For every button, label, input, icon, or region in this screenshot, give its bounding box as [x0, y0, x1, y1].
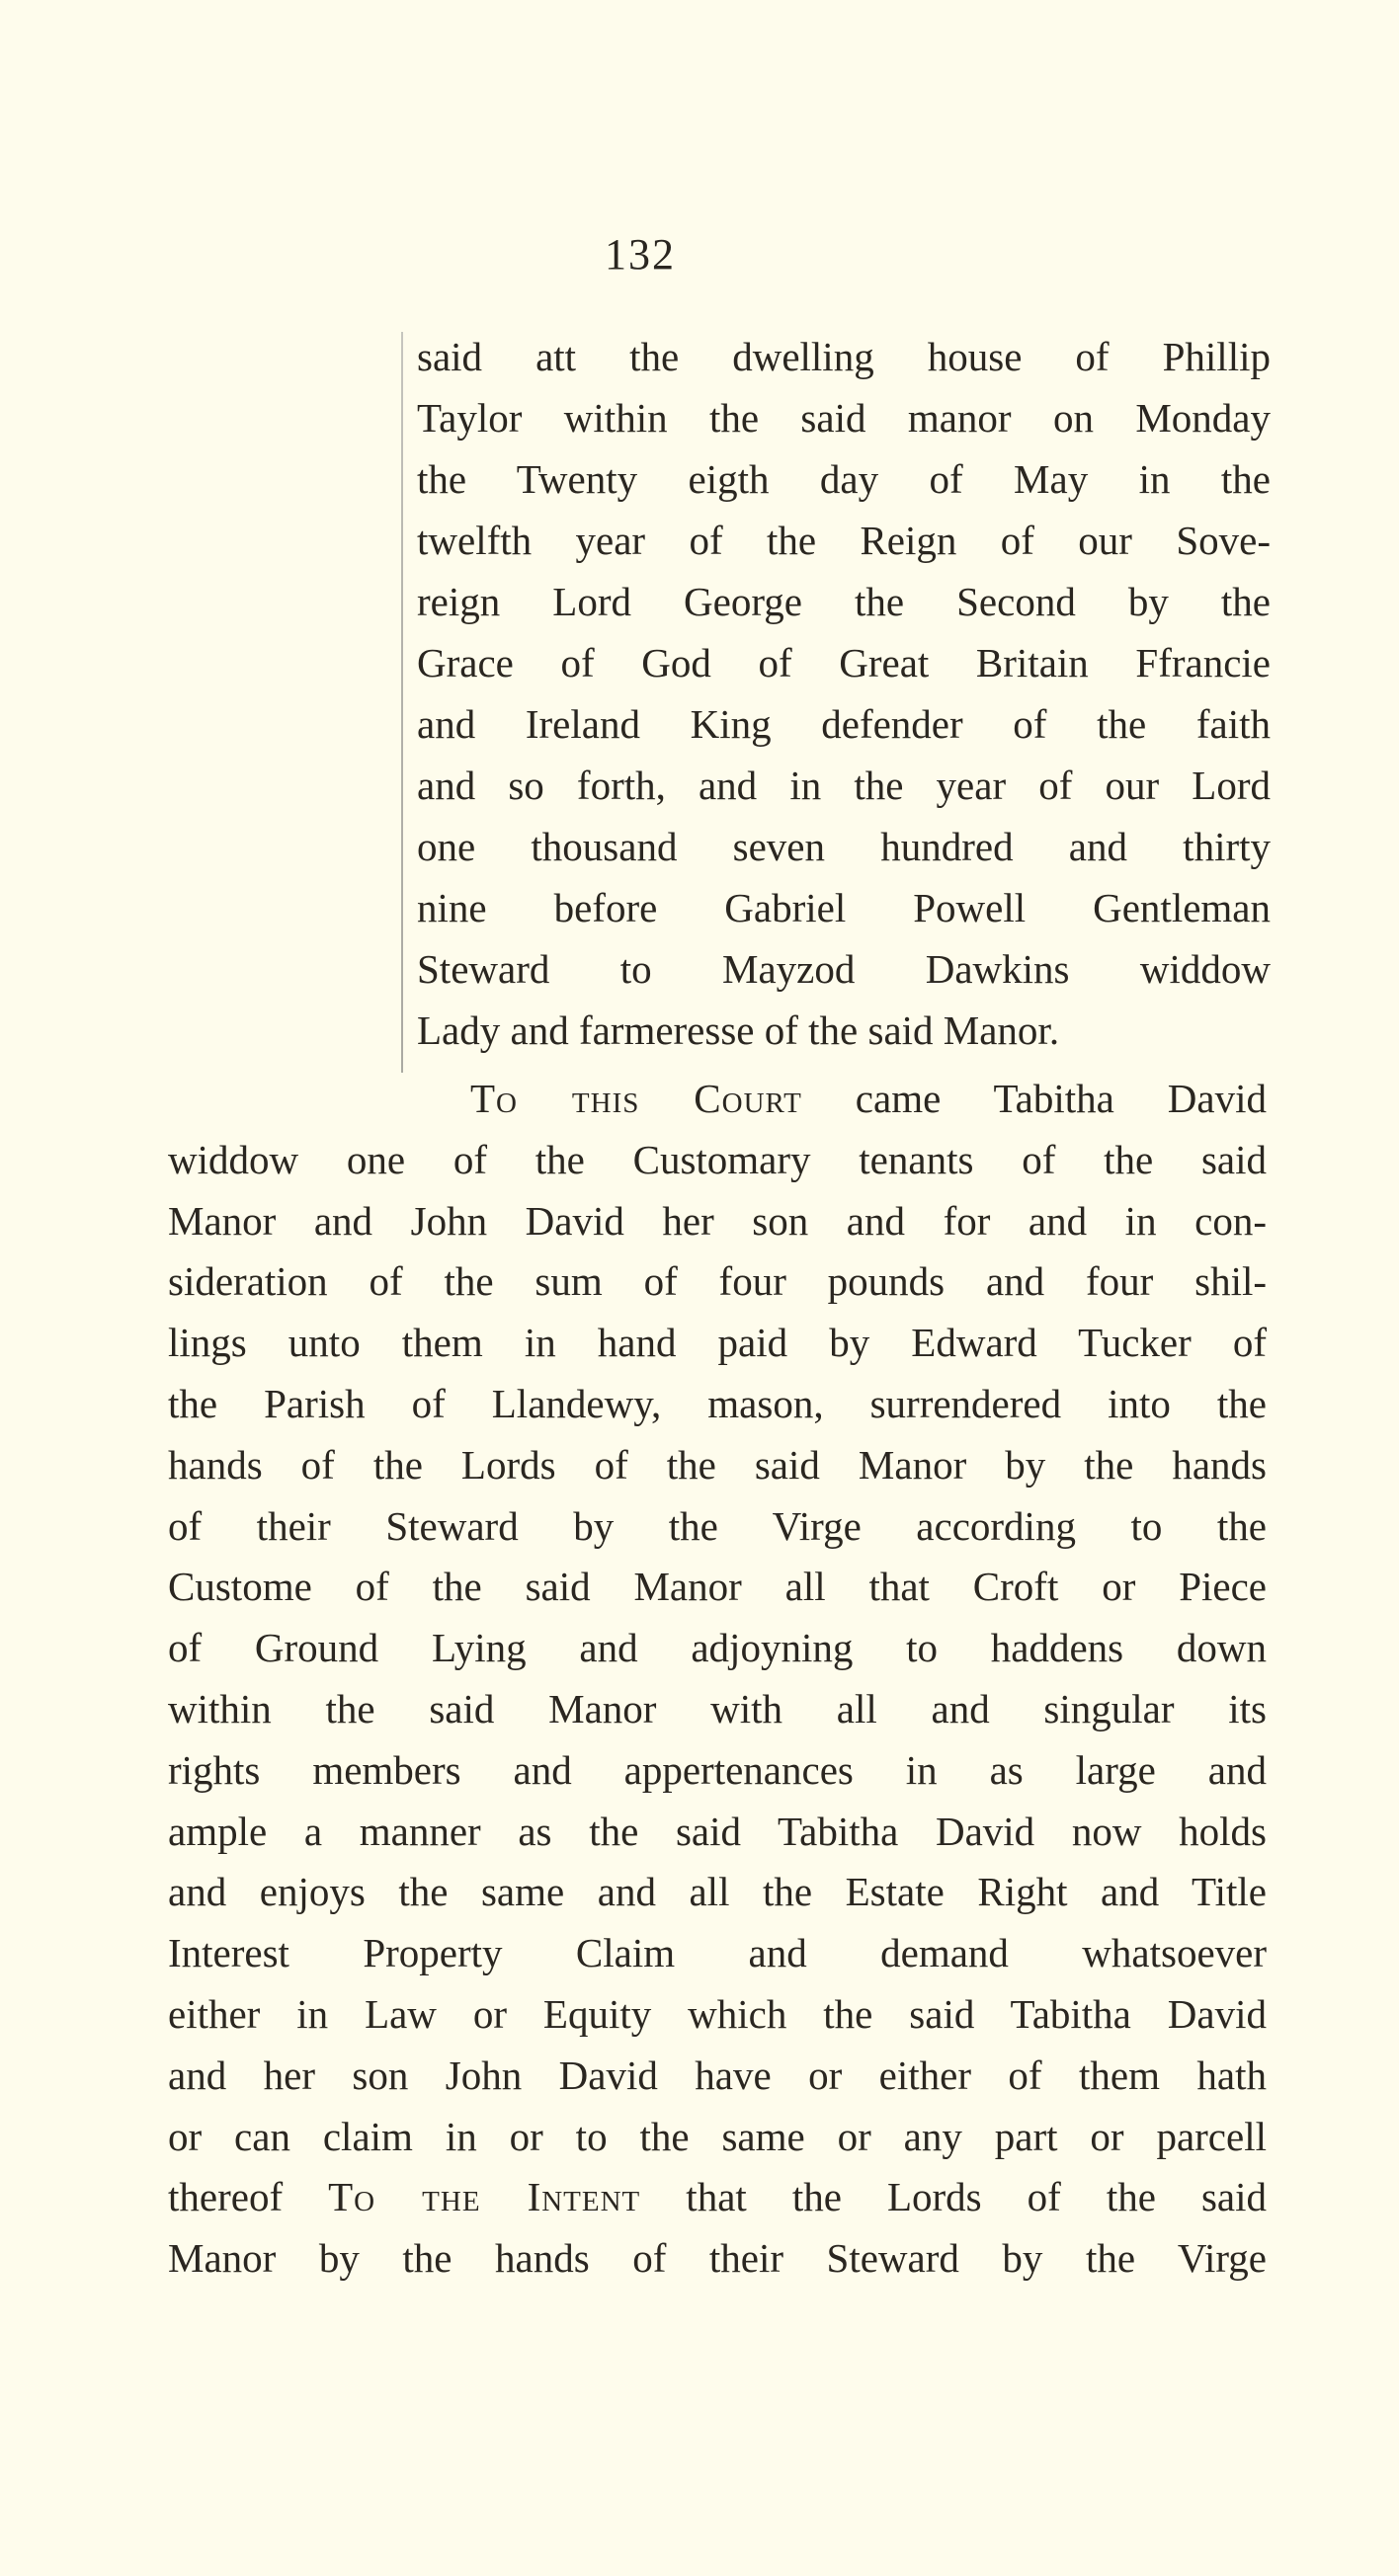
body-line: Custome of the said Manor all that Croft or Piece: [168, 1564, 1267, 1610]
body-line: of Ground Lying and adjoyning to haddens down: [168, 1625, 1267, 1671]
heading-line: twelfth year of the Reign of our Sove-: [417, 518, 1271, 563]
heading-line: Taylor within the said manor on Monday: [417, 395, 1271, 441]
court-heading: [401, 326, 1271, 1067]
body-last-line: Manor by the hands of their Steward by the Virge: [168, 2235, 1267, 2282]
heading-line: one thousand seven hundred and thirty: [417, 824, 1271, 869]
body-line: widdow one of the Customary tenants of the said: [168, 1136, 1267, 1182]
body-line: Interest Property Claim and demand whatsoever: [168, 1930, 1267, 1976]
body-intent-line: [168, 2167, 1267, 2228]
heading-line: said att the dwelling house of Phillip: [417, 334, 1271, 379]
body-line: rights members and appertenances in as large and: [168, 1746, 1267, 1793]
body-line: and her son John David have or either of them hath: [168, 2052, 1267, 2098]
body-first-line: [168, 1069, 1267, 1130]
body-text: [168, 1069, 1267, 2290]
body-line: hands of the Lords of the said Manor by the hands: [168, 1441, 1267, 1488]
body-line: the Parish of Llandewy, mason, surrendered into the: [168, 1380, 1267, 1426]
heading-line: reign Lord George the Second by the: [417, 579, 1271, 624]
court-lead: To this Court: [470, 1076, 802, 1121]
heading-line: Grace of God of Great Britain Ffrancie: [417, 640, 1271, 685]
intent-before: thereof: [168, 2174, 329, 2220]
body-line: sideration of the sum of four pounds and four shil-: [168, 1258, 1267, 1305]
body-first-line-rest: came Tabitha David: [801, 1076, 1267, 1121]
heading-line: nine before Gabriel Powell Gentleman: [417, 885, 1271, 930]
heading-line: Steward to Mayzod Dawkins widdow: [417, 946, 1271, 992]
heading-line: Lady and farmeresse of the said Manor.: [417, 1007, 1060, 1053]
body-line: lings unto them in hand paid by Edward Tucker of: [168, 1320, 1267, 1366]
body-line: ample a manner as the said Tabitha David now holds: [168, 1808, 1267, 1854]
margin-rule: [401, 332, 403, 1073]
body-line: Manor and John David her son and for and in con-: [168, 1197, 1267, 1244]
body-line: within the said Manor with all and singular its: [168, 1685, 1267, 1731]
heading-line: and so forth, and in the year of our Lord: [417, 763, 1271, 808]
heading-line: and Ireland King defender of the faith: [417, 701, 1271, 747]
body-line: either in Law or Equity which the said Tabitha David: [168, 1990, 1267, 2037]
intent-after: that the Lords of the said: [640, 2174, 1268, 2220]
heading-line: the Twenty eigth day of May in the: [417, 456, 1271, 502]
page-number: 132: [605, 230, 676, 279]
body-line: of their Steward by the Virge according to the: [168, 1502, 1267, 1549]
intent-smallcaps: To the Intent: [328, 2174, 641, 2220]
heading-text: [417, 326, 1271, 1061]
body-line: or can claim in or to the same or any part or parcell: [168, 2113, 1267, 2159]
body-line: and enjoys the same and all the Estate Right and Title: [168, 1869, 1267, 1915]
